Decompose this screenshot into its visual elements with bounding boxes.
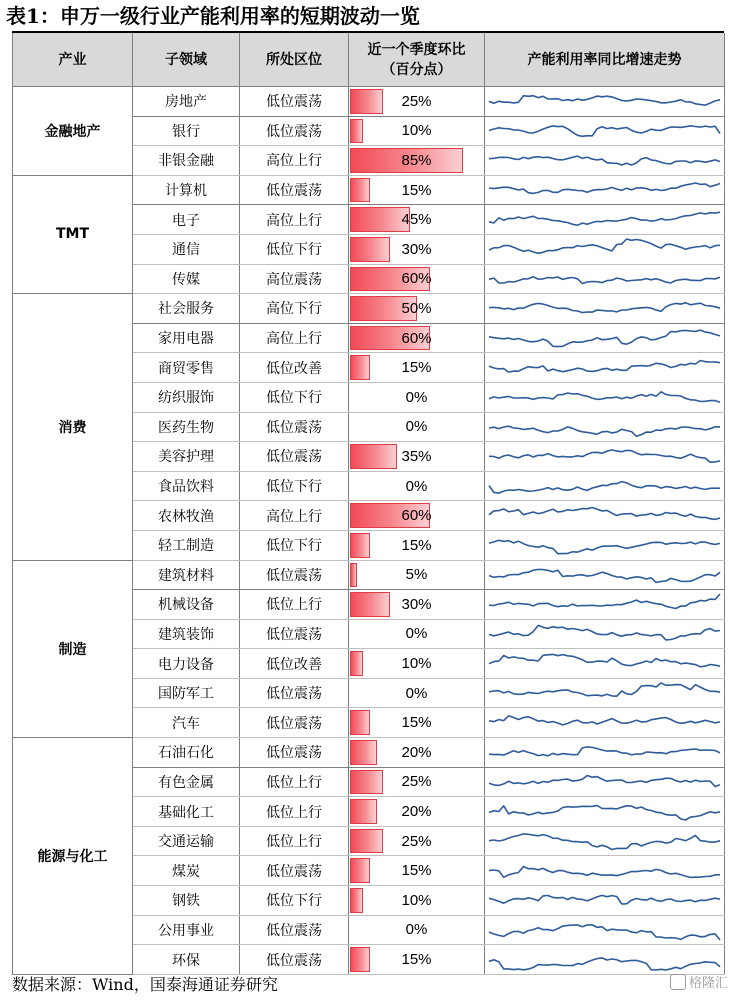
trend-sparkline-cell [485, 678, 725, 708]
range-cell: 低位上行 [240, 826, 349, 856]
trend-sparkline-cell [485, 146, 725, 176]
databar [350, 829, 383, 854]
qoq-change-label: 0% [405, 625, 428, 643]
qoq-change-label: 15% [401, 714, 432, 732]
subsector-cell: 基础化工 [133, 797, 240, 827]
qoq-change-cell [349, 649, 485, 679]
databar [350, 119, 363, 144]
qoq-change-cell [349, 590, 485, 620]
trend-sparkline [485, 117, 724, 145]
trend-sparkline-cell [485, 116, 725, 146]
table-row [13, 87, 725, 117]
subsector-cell: 汽车 [133, 708, 240, 738]
table-row [13, 738, 725, 768]
sparkline-path [489, 775, 720, 786]
qoq-change-label: 10% [401, 891, 432, 909]
subsector-cell: 食品饮料 [133, 471, 240, 501]
qoq-change-cell [349, 205, 485, 235]
qoq-change-label: 0% [405, 388, 428, 406]
qoq-change-cell [349, 234, 485, 264]
trend-sparkline [485, 354, 724, 382]
sparkline-path [489, 126, 720, 137]
databar [350, 858, 370, 883]
subsector-cell: 电力设备 [133, 649, 240, 679]
databar [350, 89, 383, 114]
range-cell: 低位下行 [240, 382, 349, 412]
range-cell: 高位下行 [240, 294, 349, 324]
qoq-change-label: 85% [401, 151, 432, 169]
qoq-change-label: 30% [401, 240, 432, 258]
subsector-cell: 农林牧渔 [133, 501, 240, 531]
trend-sparkline [485, 442, 724, 470]
subsector-cell: 环保 [133, 945, 240, 975]
subsector-cell: 家用电器 [133, 323, 240, 353]
subsector-cell: 石油石化 [133, 738, 240, 768]
trend-sparkline [485, 886, 724, 914]
trend-sparkline-cell [485, 264, 725, 294]
qoq-change-label: 25% [401, 832, 432, 850]
qoq-change-label: 20% [401, 743, 432, 761]
header-range: 所处区位 [240, 33, 349, 87]
watermark [670, 972, 728, 991]
range-cell: 低位上行 [240, 767, 349, 797]
industry-cell: 消费 [13, 294, 133, 560]
trend-sparkline-cell [485, 412, 725, 442]
qoq-change-cell [349, 353, 485, 383]
qoq-change-label: 60% [401, 270, 432, 288]
trend-sparkline-cell [485, 234, 725, 264]
subsector-cell: 交通运输 [133, 826, 240, 856]
trend-sparkline-cell [485, 649, 725, 679]
sparkline-path [489, 866, 720, 877]
trend-sparkline-cell [485, 87, 725, 117]
sparkline-path [489, 239, 720, 253]
trend-sparkline [485, 265, 724, 293]
qoq-change-label: 0% [405, 921, 428, 939]
trend-sparkline-cell [485, 767, 725, 797]
range-cell: 低位震荡 [240, 915, 349, 945]
source-note: 数据来源：Wind，国泰海通证券研究 [12, 975, 278, 994]
range-cell: 低位震荡 [240, 678, 349, 708]
trend-sparkline [485, 650, 724, 678]
qoq-change-label: 60% [401, 329, 432, 347]
sparkline-path [489, 625, 720, 640]
trend-sparkline [485, 413, 724, 441]
subsector-cell: 传媒 [133, 264, 240, 294]
databar [350, 799, 377, 824]
sparkline-path [489, 96, 720, 106]
sparkline-path [489, 392, 720, 402]
trend-sparkline [485, 294, 724, 322]
databar [350, 444, 397, 469]
subsector-cell: 建筑装饰 [133, 619, 240, 649]
trend-sparkline [485, 235, 724, 263]
qoq-change-label: 15% [401, 862, 432, 880]
header-industry: 产业 [13, 33, 133, 87]
range-cell: 低位下行 [240, 471, 349, 501]
sparkline-path [489, 450, 720, 462]
range-cell: 低位上行 [240, 797, 349, 827]
trend-sparkline-cell [485, 382, 725, 412]
qoq-change-cell [349, 738, 485, 768]
subsector-cell: 纺织服饰 [133, 382, 240, 412]
range-cell: 低位震荡 [240, 560, 349, 590]
subsector-cell: 电子 [133, 205, 240, 235]
qoq-change-label: 10% [401, 655, 432, 673]
trend-sparkline-cell [485, 826, 725, 856]
trend-sparkline [485, 798, 724, 826]
trend-sparkline [485, 472, 724, 500]
qoq-change-label: 35% [401, 447, 432, 465]
trend-sparkline [485, 531, 724, 559]
range-cell: 低位改善 [240, 649, 349, 679]
qoq-change-label: 45% [401, 211, 432, 229]
trend-sparkline-cell [485, 471, 725, 501]
sparkline-path [489, 426, 720, 436]
databar [350, 947, 370, 972]
sparkline-path [489, 925, 720, 940]
range-cell: 低位震荡 [240, 412, 349, 442]
qoq-change-label: 60% [401, 507, 432, 525]
qoq-change-cell [349, 175, 485, 205]
trend-sparkline-cell [485, 530, 725, 560]
qoq-change-cell [349, 915, 485, 945]
sparkline-path [489, 834, 720, 850]
qoq-change-label: 25% [401, 773, 432, 791]
sparkline-path [489, 303, 720, 313]
sparkline-path [489, 805, 720, 819]
sparkline-path [489, 360, 720, 372]
trend-sparkline [485, 709, 724, 737]
trend-sparkline-cell [485, 590, 725, 620]
sparkline-path [489, 507, 720, 519]
trend-sparkline [485, 561, 724, 589]
qoq-change-cell [349, 530, 485, 560]
sparkline-path [489, 654, 720, 666]
qoq-change-cell [349, 264, 485, 294]
header-pct [349, 33, 485, 87]
qoq-change-label: 0% [405, 477, 428, 495]
trend-sparkline-cell [485, 708, 725, 738]
watermark-text: 格隆汇 [688, 976, 728, 991]
range-cell: 高位震荡 [240, 264, 349, 294]
sparkline-path [489, 716, 720, 725]
databar [350, 651, 363, 676]
qoq-change-cell [349, 116, 485, 146]
databar [350, 355, 370, 380]
subsector-cell: 社会服务 [133, 294, 240, 324]
trend-sparkline-cell [485, 294, 725, 324]
trend-sparkline-cell [485, 501, 725, 531]
subsector-cell: 计算机 [133, 175, 240, 205]
capacity-utilization-table [12, 33, 725, 975]
table-row [13, 294, 725, 324]
qoq-change-label: 15% [401, 951, 432, 969]
databar [350, 533, 370, 558]
trend-sparkline-cell [485, 353, 725, 383]
qoq-change-label: 50% [401, 299, 432, 317]
range-cell: 低位震荡 [240, 87, 349, 117]
subsector-cell: 房地产 [133, 87, 240, 117]
range-cell: 高位上行 [240, 205, 349, 235]
qoq-change-label: 25% [401, 92, 432, 110]
databar [350, 592, 390, 617]
trend-sparkline-cell [485, 738, 725, 768]
subsector-cell: 美容护理 [133, 442, 240, 472]
range-cell: 低位震荡 [240, 708, 349, 738]
qoq-change-cell [349, 442, 485, 472]
table-title: 表1：申万一级行业产能利用率的短期波动一览 [6, 4, 420, 28]
sparkline-path [489, 594, 720, 609]
qoq-change-cell [349, 412, 485, 442]
trend-sparkline [485, 324, 724, 352]
trend-sparkline [485, 679, 724, 707]
trend-sparkline-cell [485, 560, 725, 590]
trend-sparkline [485, 87, 724, 115]
trend-sparkline-cell [485, 205, 725, 235]
trend-sparkline-cell [485, 945, 725, 975]
range-cell: 低位下行 [240, 530, 349, 560]
trend-sparkline [485, 916, 724, 944]
table-row [13, 560, 725, 590]
qoq-change-cell [349, 471, 485, 501]
sparkline-path [489, 541, 720, 554]
qoq-change-cell [349, 797, 485, 827]
header-pct-line1: 近一个季度环比 [367, 41, 466, 58]
qoq-change-cell [349, 826, 485, 856]
qoq-change-cell [349, 501, 485, 531]
sparkline-path [489, 896, 720, 905]
qoq-change-cell [349, 294, 485, 324]
range-cell: 低位震荡 [240, 116, 349, 146]
qoq-change-label: 0% [405, 684, 428, 702]
trend-sparkline [485, 768, 724, 796]
databar [350, 770, 383, 795]
subsector-cell: 有色金属 [133, 767, 240, 797]
qoq-change-label: 5% [405, 566, 428, 584]
databar [350, 563, 357, 588]
trend-sparkline [485, 590, 724, 618]
subsector-cell: 商贸零售 [133, 353, 240, 383]
qoq-change-label: 15% [401, 181, 432, 199]
header-row [13, 33, 725, 87]
table-body [13, 87, 725, 975]
sparkline-path [489, 157, 720, 166]
industry-cell: 金融地产 [13, 87, 133, 176]
range-cell: 低位震荡 [240, 738, 349, 768]
sparkline-path [489, 482, 720, 494]
trend-sparkline-cell [485, 856, 725, 886]
qoq-change-cell [349, 619, 485, 649]
header-sub: 子领域 [133, 33, 240, 87]
databar [350, 710, 370, 735]
subsector-cell: 通信 [133, 234, 240, 264]
trend-sparkline [485, 206, 724, 234]
industry-cell: 能源与化工 [13, 738, 133, 975]
range-cell: 低位震荡 [240, 175, 349, 205]
sparkline-path [489, 569, 720, 582]
trend-sparkline-cell [485, 619, 725, 649]
range-cell: 低位震荡 [240, 619, 349, 649]
qoq-change-label: 0% [405, 418, 428, 436]
trend-sparkline [485, 176, 724, 204]
trend-sparkline-cell [485, 797, 725, 827]
qoq-change-cell [349, 146, 485, 176]
qoq-change-cell [349, 767, 485, 797]
trend-sparkline-cell [485, 915, 725, 945]
qoq-change-cell [349, 560, 485, 590]
subsector-cell: 煤炭 [133, 856, 240, 886]
trend-sparkline [485, 620, 724, 648]
sparkline-path [489, 747, 720, 756]
trend-sparkline [485, 502, 724, 530]
range-cell: 低位改善 [240, 353, 349, 383]
range-cell: 低位震荡 [240, 856, 349, 886]
range-cell: 低位震荡 [240, 442, 349, 472]
sparkline-path [489, 957, 720, 969]
qoq-change-label: 20% [401, 803, 432, 821]
qoq-change-cell [349, 945, 485, 975]
industry-cell: TMT [13, 175, 133, 293]
range-cell: 高位上行 [240, 501, 349, 531]
trend-sparkline-cell [485, 323, 725, 353]
header-pct-line2: （百分点） [381, 61, 452, 78]
range-cell: 低位震荡 [240, 945, 349, 975]
trend-sparkline [485, 946, 724, 974]
qoq-change-label: 15% [401, 359, 432, 377]
range-cell: 低位下行 [240, 234, 349, 264]
trend-sparkline-cell [485, 175, 725, 205]
databar [350, 888, 363, 913]
sparkline-path [489, 683, 720, 696]
qoq-change-cell [349, 87, 485, 117]
trend-sparkline [485, 146, 724, 174]
watermark-logo-icon [670, 974, 686, 990]
qoq-change-label: 15% [401, 536, 432, 554]
qoq-change-label: 30% [401, 595, 432, 613]
trend-sparkline [485, 738, 724, 766]
qoq-change-cell [349, 382, 485, 412]
qoq-change-cell [349, 323, 485, 353]
databar [350, 740, 377, 765]
trend-sparkline [485, 857, 724, 885]
subsector-cell: 建筑材料 [133, 560, 240, 590]
sparkline-path [489, 212, 720, 225]
range-cell: 高位上行 [240, 146, 349, 176]
trend-sparkline [485, 827, 724, 855]
subsector-cell: 银行 [133, 116, 240, 146]
qoq-change-cell [349, 886, 485, 916]
subsector-cell: 机械设备 [133, 590, 240, 620]
subsector-cell: 医药生物 [133, 412, 240, 442]
qoq-change-cell [349, 856, 485, 886]
header-trend: 产能利用率同比增速走势 [485, 33, 725, 87]
subsector-cell: 公用事业 [133, 915, 240, 945]
trend-sparkline-cell [485, 442, 725, 472]
sparkline-path [489, 183, 720, 193]
sparkline-path [489, 330, 720, 347]
subsector-cell: 非银金融 [133, 146, 240, 176]
subsector-cell: 轻工制造 [133, 530, 240, 560]
databar [350, 237, 390, 262]
industry-cell: 制造 [13, 560, 133, 738]
qoq-change-cell [349, 678, 485, 708]
qoq-change-cell [349, 708, 485, 738]
range-cell: 高位上行 [240, 323, 349, 353]
subsector-cell: 国防军工 [133, 678, 240, 708]
sparkline-path [489, 277, 720, 284]
trend-sparkline-cell [485, 886, 725, 916]
subsector-cell: 钢铁 [133, 886, 240, 916]
databar [350, 178, 370, 203]
trend-sparkline [485, 383, 724, 411]
range-cell: 低位下行 [240, 886, 349, 916]
range-cell: 低位上行 [240, 590, 349, 620]
table-row [13, 175, 725, 205]
qoq-change-label: 10% [401, 122, 432, 140]
